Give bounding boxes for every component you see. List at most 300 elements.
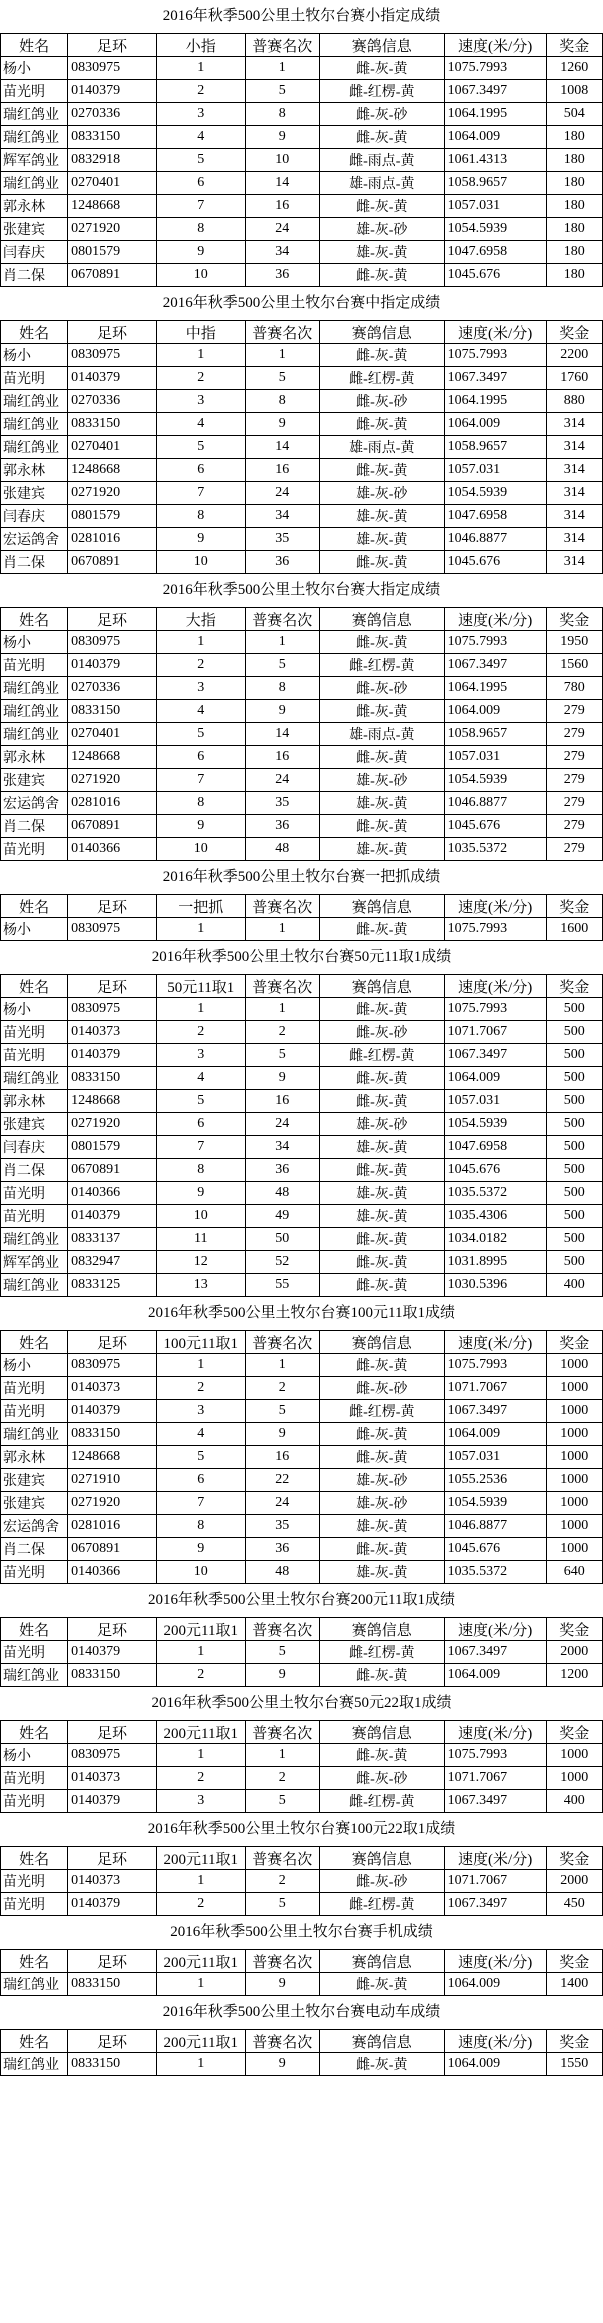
cell-prize: 1000 <box>546 1377 602 1400</box>
header-ring: 足环 <box>68 1618 157 1641</box>
header-category-rank: 大指 <box>156 608 245 631</box>
header-overall-rank: 普赛名次 <box>245 1847 319 1870</box>
cell-bird-info: 雌-红楞-黄 <box>319 1790 444 1813</box>
results-table <box>0 320 603 574</box>
cell-prize: 314 <box>546 482 602 505</box>
cell-ring: 0830975 <box>68 998 157 1021</box>
cell-rank-in-category: 6 <box>156 172 245 195</box>
cell-name: 杨小 <box>1 1354 68 1377</box>
header-speed: 速度(米/分) <box>444 608 546 631</box>
cell-name: 张建宾 <box>1 1469 68 1492</box>
cell-speed: 1067.3497 <box>444 654 546 677</box>
cell-overall-rank: 5 <box>245 80 319 103</box>
cell-overall-rank: 34 <box>245 241 319 264</box>
cell-bird-info: 雄-雨点-黄 <box>319 723 444 746</box>
cell-overall-rank: 16 <box>245 195 319 218</box>
cell-speed: 1064.009 <box>444 1423 546 1446</box>
header-overall-rank: 普赛名次 <box>245 608 319 631</box>
cell-ring: 0833150 <box>68 1423 157 1446</box>
cell-prize: 180 <box>546 218 602 241</box>
cell-name: 苗光明 <box>1 1377 68 1400</box>
table-row <box>1 103 603 126</box>
cell-overall-rank: 16 <box>245 1090 319 1113</box>
table-row <box>1 1538 603 1561</box>
cell-prize: 1200 <box>546 1664 602 1687</box>
table-row <box>1 57 603 80</box>
cell-name: 瑞红鸽业 <box>1 1973 68 1996</box>
cell-speed: 1035.5372 <box>444 1182 546 1205</box>
header-speed: 速度(米/分) <box>444 895 546 918</box>
table-row <box>1 218 603 241</box>
cell-prize: 279 <box>546 769 602 792</box>
table-row <box>1 1561 603 1584</box>
cell-speed: 1057.031 <box>444 459 546 482</box>
section-title: 2016年秋季500公里土牧尔台赛手机成绩 <box>170 1924 433 1940</box>
cell-bird-info: 雌-灰-砂 <box>319 390 444 413</box>
cell-speed: 1064.009 <box>444 2053 546 2076</box>
cell-speed: 1035.5372 <box>444 1561 546 1584</box>
cell-name: 肖二保 <box>1 815 68 838</box>
cell-bird-info: 雌-灰-黄 <box>319 746 444 769</box>
cell-overall-rank: 8 <box>245 390 319 413</box>
section-title: 2016年秋季500公里土牧尔台赛电动车成绩 <box>162 2004 441 2020</box>
header-name: 姓名 <box>1 321 68 344</box>
cell-rank-in-category: 11 <box>156 1228 245 1251</box>
table-row <box>1 1492 603 1515</box>
cell-overall-rank: 36 <box>245 1538 319 1561</box>
header-name: 姓名 <box>1 1618 68 1641</box>
cell-name: 宏运鸽舍 <box>1 528 68 551</box>
cell-rank-in-category: 9 <box>156 1538 245 1561</box>
table-row <box>1 367 603 390</box>
header-bird-info: 赛鸽信息 <box>319 1847 444 1870</box>
table-row <box>1 1021 603 1044</box>
table-row <box>1 195 603 218</box>
cell-speed: 1057.031 <box>444 746 546 769</box>
cell-bird-info: 雌-灰-黄 <box>319 459 444 482</box>
cell-prize: 780 <box>546 677 602 700</box>
cell-ring: 0140379 <box>68 1400 157 1423</box>
cell-bird-info: 雌-灰-黄 <box>319 1090 444 1113</box>
cell-speed: 1071.7067 <box>444 1021 546 1044</box>
cell-bird-info: 雄-灰-砂 <box>319 1113 444 1136</box>
table-row <box>1 700 603 723</box>
table-header-row <box>1 1950 603 1973</box>
header-name: 姓名 <box>1 1721 68 1744</box>
cell-bird-info: 雄-灰-黄 <box>319 1136 444 1159</box>
cell-bird-info: 雌-灰-砂 <box>319 677 444 700</box>
cell-name: 瑞红鸽业 <box>1 1664 68 1687</box>
table-row <box>1 1182 603 1205</box>
cell-rank-in-category: 10 <box>156 1205 245 1228</box>
cell-prize: 1260 <box>546 57 602 80</box>
cell-bird-info: 雌-灰-黄 <box>319 815 444 838</box>
cell-name: 闫春庆 <box>1 1136 68 1159</box>
table-row <box>1 390 603 413</box>
table-row <box>1 551 603 574</box>
cell-name: 苗光明 <box>1 1767 68 1790</box>
cell-prize: 279 <box>546 746 602 769</box>
table-header-row <box>1 34 603 57</box>
cell-ring: 0140379 <box>68 654 157 677</box>
table-row <box>1 769 603 792</box>
cell-ring: 0140379 <box>68 1790 157 1813</box>
cell-ring: 1248668 <box>68 1446 157 1469</box>
cell-overall-rank: 5 <box>245 654 319 677</box>
cell-rank-in-category: 7 <box>156 1136 245 1159</box>
table-row <box>1 1159 603 1182</box>
cell-ring: 0140366 <box>68 838 157 861</box>
header-category-rank: 200元11取1 <box>156 1618 245 1641</box>
header-overall-rank: 普赛名次 <box>245 1618 319 1641</box>
cell-ring: 0270401 <box>68 436 157 459</box>
cell-rank-in-category: 2 <box>156 80 245 103</box>
cell-bird-info: 雌-灰-黄 <box>319 1251 444 1274</box>
table-row <box>1 723 603 746</box>
cell-name: 瑞红鸽业 <box>1 1274 68 1297</box>
header-bird-info: 赛鸽信息 <box>319 1618 444 1641</box>
header-category-rank: 50元11取1 <box>156 975 245 998</box>
table-row <box>1 528 603 551</box>
cell-prize: 500 <box>546 1136 602 1159</box>
results-table <box>0 894 603 941</box>
header-category-rank: 200元11取1 <box>156 1721 245 1744</box>
cell-bird-info: 雌-灰-砂 <box>319 103 444 126</box>
cell-bird-info: 雌-雨点-黄 <box>319 149 444 172</box>
cell-bird-info: 雌-灰-黄 <box>319 1067 444 1090</box>
cell-overall-rank: 9 <box>245 1973 319 1996</box>
header-ring: 足环 <box>68 975 157 998</box>
cell-overall-rank: 5 <box>245 1893 319 1916</box>
cell-rank-in-category: 2 <box>156 1664 245 1687</box>
cell-name: 肖二保 <box>1 264 68 287</box>
header-category-rank: 200元11取1 <box>156 1847 245 1870</box>
cell-ring: 0833137 <box>68 1228 157 1251</box>
cell-prize: 500 <box>546 1228 602 1251</box>
cell-rank-in-category: 2 <box>156 1021 245 1044</box>
cell-ring: 0270401 <box>68 723 157 746</box>
table-header-row <box>1 1618 603 1641</box>
table-header-row <box>1 1331 603 1354</box>
table-row <box>1 1423 603 1446</box>
cell-overall-rank: 5 <box>245 367 319 390</box>
table-row <box>1 1469 603 1492</box>
cell-rank-in-category: 1 <box>156 918 245 941</box>
cell-prize: 314 <box>546 551 602 574</box>
cell-name: 张建宾 <box>1 1113 68 1136</box>
cell-rank-in-category: 2 <box>156 1767 245 1790</box>
cell-bird-info: 雌-灰-砂 <box>319 1377 444 1400</box>
cell-bird-info: 雌-灰-黄 <box>319 1159 444 1182</box>
section-title: 2016年秋季500公里土牧尔台赛50元22取1成绩 <box>151 1695 452 1711</box>
cell-name: 苗光明 <box>1 838 68 861</box>
cell-name: 苗光明 <box>1 1893 68 1916</box>
cell-rank-in-category: 5 <box>156 723 245 746</box>
cell-overall-rank: 16 <box>245 459 319 482</box>
cell-name: 肖二保 <box>1 1159 68 1182</box>
cell-prize: 500 <box>546 1205 602 1228</box>
cell-bird-info: 雄-灰-砂 <box>319 1492 444 1515</box>
header-speed: 速度(米/分) <box>444 1847 546 1870</box>
cell-bird-info: 雄-灰-黄 <box>319 241 444 264</box>
cell-speed: 1031.8995 <box>444 1251 546 1274</box>
cell-overall-rank: 34 <box>245 505 319 528</box>
cell-bird-info: 雌-灰-黄 <box>319 1228 444 1251</box>
cell-ring: 0670891 <box>68 1538 157 1561</box>
cell-overall-rank: 16 <box>245 1446 319 1469</box>
cell-ring: 0833150 <box>68 700 157 723</box>
cell-speed: 1067.3497 <box>444 367 546 390</box>
cell-speed: 1045.676 <box>444 815 546 838</box>
cell-rank-in-category: 2 <box>156 1377 245 1400</box>
cell-ring: 0670891 <box>68 1159 157 1182</box>
cell-speed: 1067.3497 <box>444 1641 546 1664</box>
header-category-rank: 200元11取1 <box>156 1950 245 1973</box>
cell-speed: 1047.6958 <box>444 1136 546 1159</box>
table-header-row <box>1 1721 603 1744</box>
cell-prize: 314 <box>546 413 602 436</box>
cell-speed: 1054.5939 <box>444 218 546 241</box>
cell-speed: 1075.7993 <box>444 344 546 367</box>
header-category-rank: 一把抓 <box>156 895 245 918</box>
table-row <box>1 1973 603 1996</box>
cell-bird-info: 雌-灰-黄 <box>319 413 444 436</box>
cell-name: 张建宾 <box>1 482 68 505</box>
cell-prize: 1400 <box>546 1973 602 1996</box>
cell-rank-in-category: 1 <box>156 1354 245 1377</box>
cell-bird-info: 雌-灰-黄 <box>319 1423 444 1446</box>
cell-overall-rank: 24 <box>245 1492 319 1515</box>
cell-overall-rank: 9 <box>245 700 319 723</box>
cell-prize: 180 <box>546 172 602 195</box>
table-row <box>1 1067 603 1090</box>
cell-overall-rank: 5 <box>245 1400 319 1423</box>
cell-name: 瑞红鸽业 <box>1 1423 68 1446</box>
cell-bird-info: 雄-灰-黄 <box>319 1561 444 1584</box>
cell-overall-rank: 36 <box>245 551 319 574</box>
cell-ring: 1248668 <box>68 459 157 482</box>
header-name: 姓名 <box>1 608 68 631</box>
cell-speed: 1054.5939 <box>444 482 546 505</box>
header-prize: 奖金 <box>546 975 602 998</box>
table-row <box>1 482 603 505</box>
cell-name: 苗光明 <box>1 1044 68 1067</box>
header-bird-info: 赛鸽信息 <box>319 321 444 344</box>
cell-prize: 500 <box>546 1090 602 1113</box>
cell-rank-in-category: 1 <box>156 1744 245 1767</box>
cell-rank-in-category: 1 <box>156 1870 245 1893</box>
cell-ring: 0830975 <box>68 631 157 654</box>
cell-bird-info: 雌-灰-黄 <box>319 2053 444 2076</box>
cell-speed: 1057.031 <box>444 195 546 218</box>
cell-speed: 1067.3497 <box>444 1400 546 1423</box>
cell-overall-rank: 14 <box>245 172 319 195</box>
table-header-row <box>1 2030 603 2053</box>
cell-rank-in-category: 3 <box>156 1400 245 1423</box>
cell-speed: 1064.009 <box>444 413 546 436</box>
cell-prize: 500 <box>546 998 602 1021</box>
cell-name: 辉军鸽业 <box>1 149 68 172</box>
cell-overall-rank: 14 <box>245 436 319 459</box>
cell-prize: 1000 <box>546 1492 602 1515</box>
table-row <box>1 1744 603 1767</box>
cell-prize: 2000 <box>546 1641 602 1664</box>
cell-name: 肖二保 <box>1 551 68 574</box>
table-row <box>1 1400 603 1423</box>
cell-name: 瑞红鸽业 <box>1 172 68 195</box>
cell-overall-rank: 1 <box>245 1744 319 1767</box>
table-row <box>1 2053 603 2076</box>
cell-rank-in-category: 2 <box>156 367 245 390</box>
cell-rank-in-category: 9 <box>156 528 245 551</box>
header-ring: 足环 <box>68 1721 157 1744</box>
cell-bird-info: 雌-红楞-黄 <box>319 1641 444 1664</box>
cell-ring: 0140373 <box>68 1021 157 1044</box>
header-name: 姓名 <box>1 1331 68 1354</box>
cell-overall-rank: 36 <box>245 815 319 838</box>
cell-name: 闫春庆 <box>1 505 68 528</box>
cell-rank-in-category: 1 <box>156 998 245 1021</box>
cell-speed: 1067.3497 <box>444 1044 546 1067</box>
header-ring: 足环 <box>68 34 157 57</box>
cell-prize: 500 <box>546 1159 602 1182</box>
cell-prize: 314 <box>546 436 602 459</box>
cell-prize: 314 <box>546 459 602 482</box>
cell-speed: 1047.6958 <box>444 505 546 528</box>
table-row <box>1 1446 603 1469</box>
header-name: 姓名 <box>1 1950 68 1973</box>
cell-speed: 1045.676 <box>444 1538 546 1561</box>
cell-overall-rank: 2 <box>245 1870 319 1893</box>
table-row <box>1 436 603 459</box>
table-header-row <box>1 975 603 998</box>
header-prize: 奖金 <box>546 2030 602 2053</box>
results-table <box>0 2029 603 2076</box>
cell-name: 苗光明 <box>1 80 68 103</box>
cell-rank-in-category: 7 <box>156 769 245 792</box>
cell-name: 瑞红鸽业 <box>1 126 68 149</box>
cell-ring: 0830975 <box>68 918 157 941</box>
cell-prize: 180 <box>546 195 602 218</box>
cell-bird-info: 雌-红楞-黄 <box>319 367 444 390</box>
cell-ring: 0830975 <box>68 57 157 80</box>
header-speed: 速度(米/分) <box>444 1721 546 1744</box>
cell-speed: 1067.3497 <box>444 1893 546 1916</box>
cell-ring: 0281016 <box>68 1515 157 1538</box>
table-row <box>1 746 603 769</box>
cell-name: 瑞红鸽业 <box>1 2053 68 2076</box>
header-speed: 速度(米/分) <box>444 34 546 57</box>
cell-rank-in-category: 4 <box>156 413 245 436</box>
section-title: 2016年秋季500公里土牧尔台赛100元22取1成绩 <box>147 1821 456 1837</box>
cell-name: 杨小 <box>1 344 68 367</box>
cell-name: 杨小 <box>1 631 68 654</box>
cell-speed: 1075.7993 <box>444 1744 546 1767</box>
cell-prize: 1000 <box>546 1515 602 1538</box>
cell-overall-rank: 34 <box>245 1136 319 1159</box>
header-category-rank: 100元11取1 <box>156 1331 245 1354</box>
cell-name: 杨小 <box>1 998 68 1021</box>
cell-ring: 0833125 <box>68 1274 157 1297</box>
cell-speed: 1054.5939 <box>444 1492 546 1515</box>
cell-overall-rank: 8 <box>245 677 319 700</box>
cell-overall-rank: 9 <box>245 413 319 436</box>
cell-name: 苗光明 <box>1 1205 68 1228</box>
cell-bird-info: 雌-灰-砂 <box>319 1767 444 1790</box>
cell-rank-in-category: 3 <box>156 1790 245 1813</box>
cell-overall-rank: 52 <box>245 1251 319 1274</box>
header-overall-rank: 普赛名次 <box>245 321 319 344</box>
table-row <box>1 1228 603 1251</box>
cell-prize: 1000 <box>546 1423 602 1446</box>
cell-speed: 1057.031 <box>444 1446 546 1469</box>
cell-prize: 314 <box>546 528 602 551</box>
cell-rank-in-category: 12 <box>156 1251 245 1274</box>
cell-bird-info: 雄-灰-黄 <box>319 528 444 551</box>
cell-name: 苗光明 <box>1 1790 68 1813</box>
results-table <box>0 1846 603 1916</box>
cell-speed: 1075.7993 <box>444 631 546 654</box>
cell-name: 瑞红鸽业 <box>1 1228 68 1251</box>
cell-overall-rank: 1 <box>245 1354 319 1377</box>
cell-bird-info: 雄-灰-砂 <box>319 218 444 241</box>
cell-overall-rank: 9 <box>245 2053 319 2076</box>
header-overall-rank: 普赛名次 <box>245 975 319 998</box>
cell-ring: 0833150 <box>68 1664 157 1687</box>
table-row <box>1 241 603 264</box>
cell-prize: 1950 <box>546 631 602 654</box>
cell-speed: 1058.9657 <box>444 172 546 195</box>
cell-rank-in-category: 2 <box>156 1893 245 1916</box>
cell-ring: 0833150 <box>68 413 157 436</box>
table-row <box>1 631 603 654</box>
table-row <box>1 1090 603 1113</box>
cell-ring: 0833150 <box>68 126 157 149</box>
cell-ring: 0830975 <box>68 344 157 367</box>
cell-name: 杨小 <box>1 57 68 80</box>
table-row <box>1 815 603 838</box>
cell-bird-info: 雌-红楞-黄 <box>319 654 444 677</box>
cell-rank-in-category: 6 <box>156 746 245 769</box>
cell-prize: 2200 <box>546 344 602 367</box>
cell-rank-in-category: 1 <box>156 57 245 80</box>
cell-rank-in-category: 6 <box>156 459 245 482</box>
results-table <box>0 974 603 1297</box>
cell-bird-info: 雌-灰-黄 <box>319 631 444 654</box>
cell-overall-rank: 48 <box>245 838 319 861</box>
cell-rank-in-category: 8 <box>156 792 245 815</box>
cell-ring: 0140379 <box>68 1205 157 1228</box>
table-row <box>1 1664 603 1687</box>
cell-overall-rank: 1 <box>245 998 319 1021</box>
cell-overall-rank: 1 <box>245 57 319 80</box>
header-overall-rank: 普赛名次 <box>245 1331 319 1354</box>
cell-name: 苗光明 <box>1 1870 68 1893</box>
table-row <box>1 792 603 815</box>
table-row <box>1 505 603 528</box>
cell-name: 瑞红鸽业 <box>1 677 68 700</box>
cell-overall-rank: 5 <box>245 1641 319 1664</box>
cell-prize: 500 <box>546 1251 602 1274</box>
cell-rank-in-category: 2 <box>156 654 245 677</box>
cell-prize: 1000 <box>546 1744 602 1767</box>
cell-rank-in-category: 5 <box>156 1446 245 1469</box>
table-row <box>1 172 603 195</box>
cell-prize: 1550 <box>546 2053 602 2076</box>
cell-rank-in-category: 1 <box>156 1973 245 1996</box>
cell-overall-rank: 16 <box>245 746 319 769</box>
cell-overall-rank: 22 <box>245 1469 319 1492</box>
